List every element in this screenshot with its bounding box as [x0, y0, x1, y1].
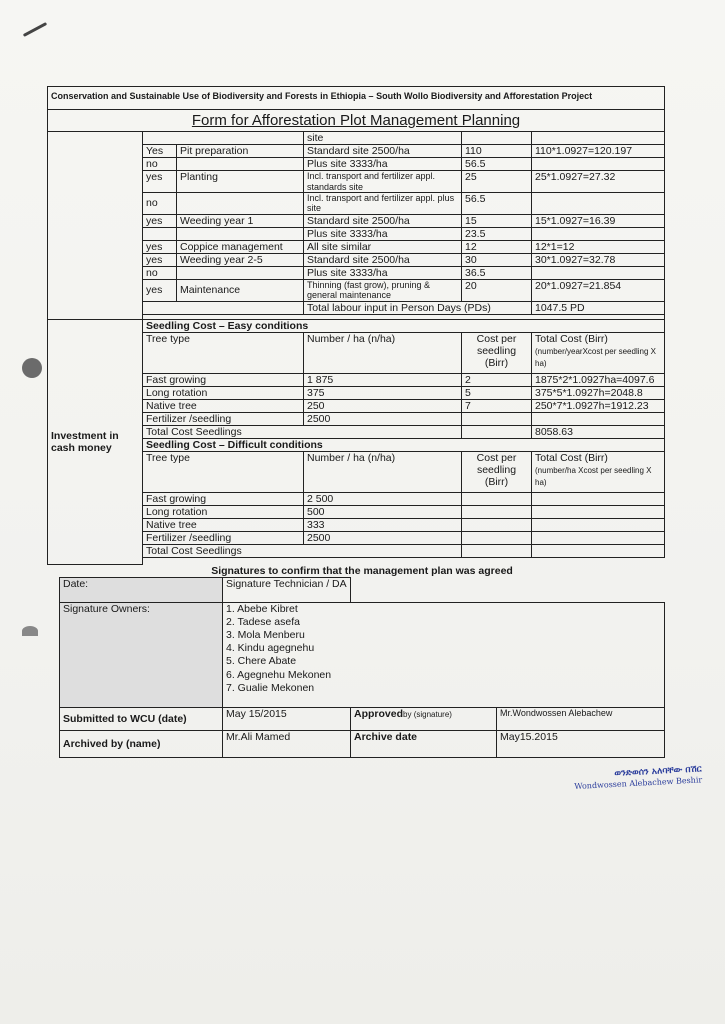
stamp-line-amharic: ወንድወሰን አለባቸው በሽር [614, 764, 702, 779]
yn-cell: no [143, 266, 177, 279]
total-cell [532, 412, 665, 425]
yn-cell: yes [143, 253, 177, 266]
site-cell: Incl. transport and fertilizer appl. standards site [304, 171, 462, 193]
site-cell: Plus site 3333/ha [304, 158, 462, 171]
tree-type-cell: Long rotation [143, 386, 304, 399]
pd-cell: 15 [462, 214, 532, 227]
labour-left-blank [48, 132, 143, 320]
site-cell: Incl. transport and fertilizer appl. plus site [304, 192, 462, 214]
tree-type-cell: Native tree [143, 519, 304, 532]
col-cost: Cost per seedling (Birr) [462, 452, 532, 493]
approved-note: by (signature) [403, 709, 452, 719]
yn-cell: Yes [143, 145, 177, 158]
archive-date-value: May15.2015 [497, 730, 665, 757]
calc-cell [532, 227, 665, 240]
tree-type-cell: Long rotation [143, 506, 304, 519]
site-cell: Standard site 2500/ha [304, 253, 462, 266]
pen-mark [23, 22, 47, 37]
site-header: site [304, 132, 462, 145]
col-total-note: (number/ha Xcost per seedling X ha) [535, 466, 652, 488]
archived-value: Mr.Ali Mamed [223, 730, 351, 757]
site-cell: Standard site 2500/ha [304, 214, 462, 227]
total-labour-label: Total labour input in Person Days (PDs) [304, 301, 532, 314]
yn-cell: yes [143, 171, 177, 193]
calc-cell [532, 192, 665, 214]
cost-cell: 5 [462, 386, 532, 399]
tree-type-cell: Native tree [143, 399, 304, 412]
pd-cell: 36.5 [462, 266, 532, 279]
activity-cell [177, 158, 304, 171]
calc-cell: 30*1.0927=32.78 [532, 253, 665, 266]
form-title: Form for Afforestation Plot Management Planning [48, 110, 665, 132]
difficult-heading: Seedling Cost – Difficult conditions [143, 439, 665, 452]
calc-cell: 12*1=12 [532, 240, 665, 253]
activity-cell: Coppice management [177, 240, 304, 253]
number-cell: 2 500 [304, 493, 462, 506]
col-total: Total Cost (Birr) [535, 452, 608, 465]
activity-cell: Weeding year 2-5 [177, 253, 304, 266]
cost-cell [462, 412, 532, 425]
calc-cell: 20*1.0927=21.854 [532, 279, 665, 301]
number-cell: 2500 [304, 412, 462, 425]
activity-cell: Weeding year 1 [177, 214, 304, 227]
total-cell: 1875*2*1.0927ha=4097.6 [532, 373, 665, 386]
owner-name: 7. Gualie Mekonen [226, 681, 315, 694]
signature-stamp [562, 764, 703, 792]
pd-cell: 23.5 [462, 227, 532, 240]
approved-label: Approved [354, 707, 404, 720]
signature-table [59, 565, 665, 758]
total-labour-value: 1047.5 PD [532, 301, 665, 314]
number-cell: 500 [304, 506, 462, 519]
number-cell: 333 [304, 519, 462, 532]
yn-cell: no [143, 192, 177, 214]
col-number: Number / ha (n/ha) [304, 452, 462, 493]
activity-cell: Pit preparation [177, 145, 304, 158]
calc-cell: 15*1.0927=16.39 [532, 214, 665, 227]
owner-name: 6. Agegnehu Mekonen [226, 668, 332, 681]
site-cell: Plus site 3333/ha [304, 266, 462, 279]
pd-cell: 12 [462, 240, 532, 253]
col-tree-type: Tree type [143, 332, 304, 373]
activity-cell: Planting [177, 171, 304, 193]
activity-cell [177, 192, 304, 214]
approved-value: Mr.Wondwossen Alebachew [497, 707, 665, 730]
yn-cell [143, 227, 177, 240]
owner-name: 2. Tadese asefa [226, 616, 300, 629]
activity-cell: Maintenance [177, 279, 304, 301]
col-total: Total Cost (Birr) [535, 332, 608, 345]
tree-type-cell: Fertilizer /seedling [143, 412, 304, 425]
investment-label: Investment in cash money [48, 319, 143, 564]
stamp-line-latin: Wondwossen Alebachew Beshir [574, 775, 703, 791]
archive-date-label: Archive date [351, 730, 497, 757]
calc-cell [532, 158, 665, 171]
tree-type-cell: Fertilizer /seedling [143, 532, 304, 545]
number-cell: 1 875 [304, 373, 462, 386]
pd-cell: 110 [462, 145, 532, 158]
yn-cell: no [143, 158, 177, 171]
punch-hole-top [22, 358, 42, 378]
site-cell: Plus site 3333/ha [304, 227, 462, 240]
tree-type-cell: Fast growing [143, 373, 304, 386]
calc-cell: 25*1.0927=27.32 [532, 171, 665, 193]
owner-name: 4. Kindu agegnehu [226, 642, 315, 655]
yn-cell: yes [143, 240, 177, 253]
difficult-total-label: Total Cost Seedlings [143, 545, 462, 558]
easy-total-label: Total Cost Seedlings [143, 425, 462, 438]
pd-cell: 30 [462, 253, 532, 266]
calc-cell [532, 266, 665, 279]
col-cost: Cost per seedling (Birr) [462, 332, 532, 373]
date-label: Date: [60, 577, 223, 602]
form-table [47, 86, 665, 565]
number-cell: 250 [304, 399, 462, 412]
number-cell: 375 [304, 386, 462, 399]
calc-cell: 110*1.0927=120.197 [532, 145, 665, 158]
col-number: Number / ha (n/ha) [304, 332, 462, 373]
owner-name: 3. Mola Menberu [226, 629, 305, 642]
total-cell: 375*5*1.0927h=2048.8 [532, 386, 665, 399]
easy-total-value: 8058.63 [532, 425, 665, 438]
yn-cell: yes [143, 279, 177, 301]
project-header: Conservation and Sustainable Use of Biodiversity and Forests in Ethiopia – South Wollo Biodiversity and Afforestation Project [48, 87, 665, 110]
technician-label: Signature Technician / DA [223, 577, 351, 602]
site-cell: Thinning (fast grow), pruning & general maintenance [304, 279, 462, 301]
site-cell: All site similar [304, 240, 462, 253]
cost-cell: 7 [462, 399, 532, 412]
signatures-heading: Signatures to confirm that the management plan was agreed [211, 564, 513, 577]
activity-cell [177, 266, 304, 279]
pd-cell: 56.5 [462, 192, 532, 214]
yn-cell: yes [143, 214, 177, 227]
pd-cell: 25 [462, 171, 532, 193]
management-form [47, 86, 664, 758]
number-cell: 2500 [304, 532, 462, 545]
submitted-value: May 15/2015 [223, 707, 351, 730]
archived-label: Archived by (name) [60, 730, 223, 757]
col-tree-type: Tree type [143, 452, 304, 493]
site-cell: Standard site 2500/ha [304, 145, 462, 158]
owners-label: Signature Owners: [60, 602, 223, 707]
pd-cell: 56.5 [462, 158, 532, 171]
tree-type-cell: Fast growing [143, 493, 304, 506]
pd-cell: 20 [462, 279, 532, 301]
activity-cell [177, 227, 304, 240]
owner-name: 5. Chere Abate [226, 655, 297, 668]
cost-cell: 2 [462, 373, 532, 386]
owner-name: 1. Abebe Kibret [226, 602, 298, 615]
submitted-label: Submitted to WCU (date) [60, 707, 223, 730]
col-total-note: (number/yearXcost per seedling X ha) [535, 346, 656, 368]
total-cell: 250*7*1.0927h=1912.23 [532, 399, 665, 412]
easy-heading: Seedling Cost – Easy conditions [143, 319, 665, 332]
punch-hole-bottom [22, 626, 38, 636]
